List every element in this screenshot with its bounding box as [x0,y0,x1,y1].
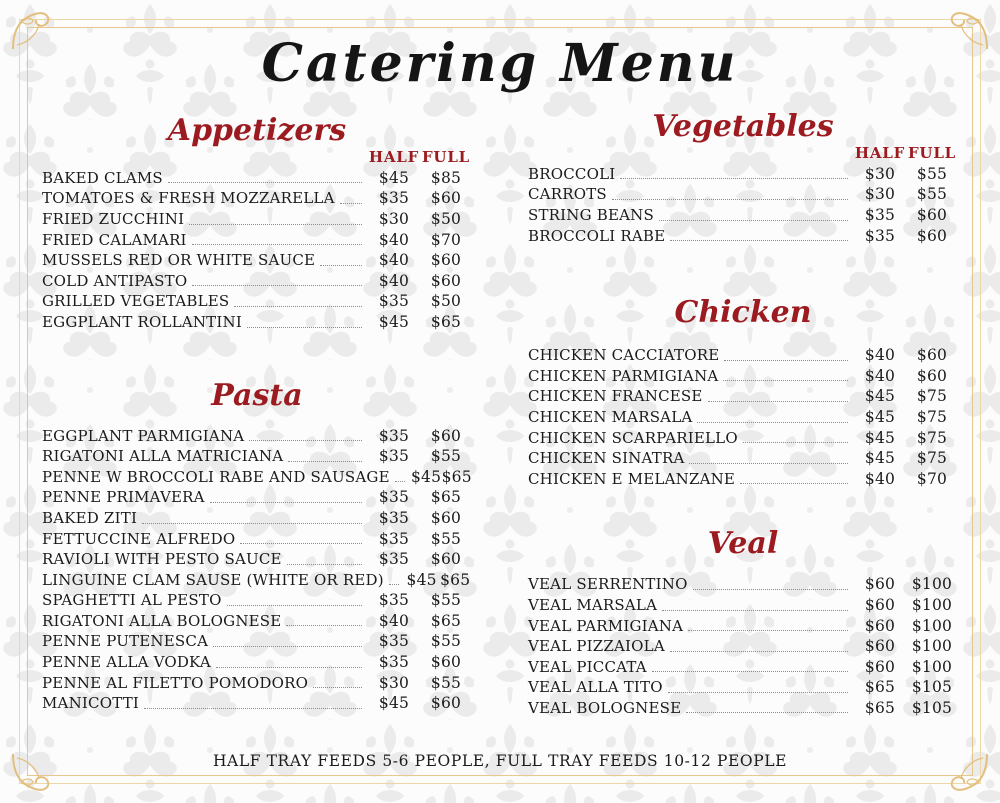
menu-item-name: EGGPLANT PARMIGIANA [42,426,245,445]
menu-item-name: FRIED CALAMARI [42,230,187,249]
leader-line [668,692,848,693]
price-full: $100 [911,575,953,594]
page-title: Catering Menu [261,33,739,94]
price-full: $65 [441,467,472,486]
leader-line [743,442,848,443]
price-half: $40 [864,366,896,385]
leader-line [192,244,362,245]
leader-line [612,199,848,200]
price-half: $60 [864,637,896,656]
leader-line [670,240,848,241]
menu-item-name: CHICKEN MARSALA [528,407,693,426]
menu-item [42,446,472,467]
leader-line [320,265,362,266]
menu-item [42,271,472,292]
menu-item [42,230,472,251]
price-full: $65 [430,488,462,507]
menu-item-name: RIGATONI ALLA BOLOGNESE [42,611,282,630]
leader-line [249,440,362,441]
price-full: $100 [911,637,953,656]
leader-line [286,625,362,626]
footer-note: HALF TRAY FEEDS 5-6 PEOPLE, FULL TRAY FEEDS 10-12 PEOPLE [212,752,788,770]
price-full: $55 [916,185,948,204]
price-header-half: HALF [854,143,906,162]
price-full: $100 [911,595,953,614]
menu-item-name: FETTUCCINE ALFREDO [42,529,236,548]
price-half: $45 [378,168,410,187]
leader-line [689,463,848,464]
leader-line [144,708,362,709]
price-full: $55 [430,447,462,466]
price-full: $60 [430,271,462,290]
menu-item [528,205,958,226]
menu-item-name: BROCCOLI RABE [528,226,666,245]
menu-item-name: CHICKEN PARMIGIANA [528,366,719,385]
price-half: $45 [406,570,437,589]
price-half: $60 [864,575,896,594]
section-chicken [528,296,958,489]
leader-line [395,481,405,482]
price-half: $30 [378,209,410,228]
price-full: $60 [916,226,948,245]
price-half: $40 [378,230,410,249]
menu-item [528,448,958,469]
price-full: $60 [430,508,462,527]
menu-item [42,188,472,209]
price-full: $55 [916,164,948,183]
menu-item [528,386,958,407]
price-half: $35 [864,205,896,224]
menu-item-name: VEAL BOLOGNESE [528,698,682,717]
menu-item-name: CHICKEN SINATRA [528,449,685,468]
price-header-half: HALF [368,147,420,166]
menu-item-name: LINGUINE CLAM SAUSE (WHITE OR RED) [42,570,384,589]
price-half: $40 [378,611,410,630]
price-half: $35 [378,426,410,445]
price-full: $55 [430,632,462,651]
section-veal [528,527,958,718]
leader-line [670,651,848,652]
price-half: $35 [378,529,410,548]
leader-line [142,523,362,524]
price-full: $75 [916,387,948,406]
section-vegetables [528,110,958,246]
price-half: $40 [378,251,410,270]
leader-line [724,360,848,361]
leader-line [652,671,848,672]
menu-item-name: PENNE PUTENESCA [42,632,209,651]
menu-item [528,184,958,205]
menu-item-name: STRING BEANS [528,205,654,224]
leader-line [213,646,362,647]
leader-line [313,687,362,688]
menu-item [42,529,472,550]
price-headers-vegetables [528,144,958,162]
vegetables-list [528,164,958,246]
menu-item-name: SPAGHETTI AL PESTO [42,591,222,610]
section-heading-vegetables: Vegetables [652,108,834,144]
price-full: $105 [911,678,953,697]
menu-item [42,611,472,632]
price-header-full: FULL [907,143,957,162]
right-column [528,108,958,719]
menu-item-name: PENNE ALLA VODKA [42,653,211,672]
price-half: $45 [378,312,410,331]
price-full: $70 [430,230,462,249]
menu-item-name: MUSSELS RED OR WHITE SAUCE [42,251,316,270]
section-heading-appetizers: Appetizers [167,112,347,148]
menu-item [42,693,472,714]
leader-line [288,461,362,462]
leader-line [227,605,362,606]
price-half: $40 [378,271,410,290]
leader-line [389,584,399,585]
price-half: $40 [864,469,896,488]
price-half: $35 [378,488,410,507]
price-half: $35 [378,632,410,651]
menu-item-name: COLD ANTIPASTO [42,271,188,290]
price-half: $45 [410,467,442,486]
menu-item-name: EGGPLANT ROLLANTINI [42,312,242,331]
menu-columns [42,108,958,719]
price-half: $35 [378,653,410,672]
price-full: $60 [430,694,462,713]
menu-item [42,631,472,652]
leader-line [697,422,848,423]
price-full: $65 [440,570,471,589]
menu-item-name: BAKED CLAMS [42,168,163,187]
price-half: $45 [864,428,896,447]
price-full: $50 [430,292,462,311]
price-half: $35 [378,189,410,208]
price-full: $75 [916,449,948,468]
price-full: $100 [911,657,953,676]
menu-item-name: TOMATOES & FRESH MOZZARELLA [42,189,335,208]
appetizers-list [42,168,472,333]
menu-item-name: FRIED ZUCCHINI [42,209,185,228]
veal-list [528,574,958,718]
section-heading-veal: Veal [707,526,779,562]
leader-line [688,630,848,631]
price-half: $30 [864,164,896,183]
left-column [42,108,472,719]
price-half: $30 [864,185,896,204]
price-half: $45 [378,694,410,713]
price-headers-appetizers [42,148,472,166]
price-full: $65 [430,611,462,630]
leader-line [234,306,362,307]
menu-item [42,312,472,333]
price-half: $45 [864,407,896,426]
price-full: $105 [911,698,953,717]
price-full: $60 [916,205,948,224]
menu-item [42,549,472,570]
leader-line [189,224,362,225]
menu-item-name: PENNE AL FILETTO POMODORO [42,673,309,692]
menu-item [528,677,958,698]
leader-line [708,401,848,402]
menu-item [528,636,958,657]
price-header-full: FULL [421,147,471,166]
chicken-list [528,345,958,489]
price-full: $60 [430,653,462,672]
menu-item [528,164,958,185]
price-half: $60 [864,595,896,614]
menu-item-name: VEAL PIZZAIOLA [528,637,665,656]
leader-line [216,667,362,668]
price-half: $60 [864,616,896,635]
menu-item-name: BAKED ZITI [42,508,138,527]
menu-item-name: CHICKEN E MELANZANE [528,469,736,488]
menu-item [42,291,472,312]
pasta-list [42,426,472,714]
menu-item [42,652,472,673]
menu-item [42,426,472,447]
menu-item [528,226,958,247]
price-full: $65 [430,312,462,331]
menu-item [528,345,958,366]
price-half: $45 [864,449,896,468]
price-half: $35 [378,508,410,527]
price-full: $55 [430,591,462,610]
menu-item [528,698,958,719]
leader-line [168,182,362,183]
menu-item-name: VEAL PICCATA [528,657,647,676]
menu-item [42,209,472,230]
menu-item-name: CHICKEN SCARPARIELLO [528,428,738,447]
price-full: $70 [916,469,948,488]
leader-line [340,203,362,204]
price-half: $60 [864,657,896,676]
price-half: $35 [378,292,410,311]
price-full: $60 [430,550,462,569]
price-full: $60 [430,251,462,270]
menu-item [42,467,472,488]
menu-item-name: VEAL SERRENTINO [528,575,688,594]
leader-line [620,178,848,179]
price-full: $75 [916,428,948,447]
leader-line [240,543,362,544]
leader-line [247,327,362,328]
price-full: $60 [430,189,462,208]
leader-line [659,220,848,221]
menu-item-name: CHICKEN CACCIATORE [528,346,720,365]
price-half: $35 [378,550,410,569]
section-pasta [42,379,472,714]
price-full: $55 [430,529,462,548]
menu-item-name: MANICOTTI [42,694,140,713]
menu-item-name: VEAL ALLA TITO [528,678,663,697]
menu-item [42,570,472,591]
menu-item [528,366,958,387]
menu-item-name: RIGATONI ALLA MATRICIANA [42,447,284,466]
price-half: $30 [378,673,410,692]
price-half: $65 [864,678,896,697]
menu-item [42,168,472,189]
price-half: $45 [864,387,896,406]
menu-item [42,508,472,529]
menu-item [528,595,958,616]
leader-line [192,285,362,286]
leader-line [723,380,848,381]
price-full: $100 [911,616,953,635]
price-half: $65 [864,698,896,717]
price-full: $60 [916,366,948,385]
menu-item [528,616,958,637]
price-half: $35 [378,591,410,610]
menu-item-name: VEAL MARSALA [528,595,658,614]
menu-item [42,250,472,271]
leader-line [210,502,362,503]
menu-item [528,407,958,428]
menu-item [528,428,958,449]
menu-item-name: PENNE PRIMAVERA [42,488,205,507]
price-full: $75 [916,407,948,426]
menu-item [42,487,472,508]
menu-item-name: PENNE W BROCCOLI RABE AND SAUSAGE [42,467,390,486]
menu-item [528,657,958,678]
price-full: $60 [916,346,948,365]
leader-line [662,610,848,611]
menu-item-name: VEAL PARMIGIANA [528,616,684,635]
price-half: $40 [864,346,896,365]
menu-item-name: CARROTS [528,185,607,204]
leader-line [693,589,848,590]
menu-item-name: GRILLED VEGETABLES [42,292,230,311]
menu-item-name: CHICKEN FRANCESE [528,387,703,406]
price-full: $60 [430,426,462,445]
section-appetizers [42,114,472,333]
price-full: $55 [430,673,462,692]
menu-item [528,574,958,595]
price-half: $35 [378,447,410,466]
menu-item-name: BROCCOLI [528,164,616,183]
menu-item [42,673,472,694]
menu-item [528,469,958,490]
menu-item-name: RAVIOLI WITH PESTO SAUCE [42,550,282,569]
leader-line [740,483,848,484]
section-heading-chicken: Chicken [674,295,812,331]
price-full: $85 [430,168,462,187]
leader-line [287,564,362,565]
menu-item [42,590,472,611]
leader-line [686,712,848,713]
price-full: $50 [430,209,462,228]
price-half: $35 [864,226,896,245]
section-heading-pasta: Pasta [211,377,303,413]
